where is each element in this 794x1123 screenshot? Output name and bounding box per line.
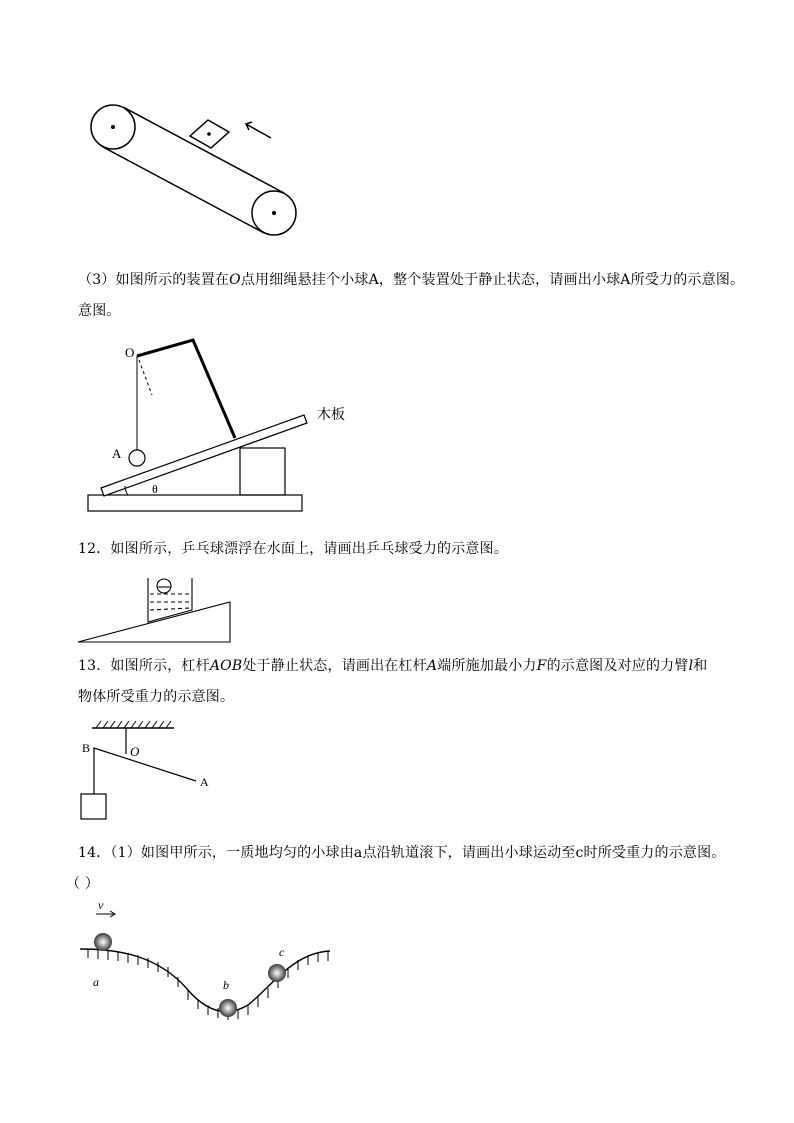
lower-pulley-axle — [272, 211, 276, 215]
q13-end-a: A — [426, 658, 438, 674]
q13-text-part2: 处于静止状态，请画出在杠杆 — [242, 658, 427, 674]
lever-bar — [94, 748, 196, 781]
ground-base — [88, 495, 302, 511]
label-theta: θ — [152, 482, 158, 496]
label-point-a: a — [93, 975, 99, 989]
ball-at-a — [94, 933, 112, 951]
belt-bottom — [103, 147, 264, 233]
ball-a — [129, 450, 145, 466]
label-o-pivot: O — [130, 744, 140, 759]
belt-top — [123, 107, 284, 193]
q13-force-f: F — [536, 658, 547, 674]
label-b: B — [82, 741, 91, 755]
support-block — [240, 448, 285, 495]
q11-3-text-line2: 意图。 — [78, 303, 121, 319]
q13-arm-l: l — [688, 658, 694, 674]
incline-wedge — [78, 602, 230, 642]
q11-3-point-o: O — [229, 272, 241, 288]
incline-board-figure — [85, 340, 355, 515]
q13-text-line2: 物体所受重力的示意图。 — [78, 689, 235, 705]
label-a-end: A — [200, 775, 209, 789]
motion-arrow — [246, 124, 271, 138]
dashed-reference-line — [139, 360, 152, 395]
q13-text-part3: 端所施加最小力 — [437, 658, 537, 674]
q14-answer-blank: （ ） — [66, 876, 100, 892]
q11-3-text-line1 — [78, 271, 744, 289]
q14-text-line1: 14．（1）如图甲所示，一质地均匀的小球由a点沿轨道滚下，请画出小球运动至c时所受重力的示意图。 — [78, 845, 726, 861]
label-v: v — [98, 898, 104, 912]
conveyor-belt-figure — [80, 95, 310, 245]
ball-at-b — [219, 999, 237, 1017]
q13-lever-name: AOB — [209, 658, 243, 674]
rigid-frame — [137, 340, 235, 438]
q13-text-part1: 13．如图所示，杠杆 — [78, 658, 210, 674]
water-line-3 — [150, 608, 190, 610]
label-o: O — [125, 345, 135, 360]
q13-text-line1 — [78, 657, 707, 675]
label-point-c: c — [279, 945, 285, 959]
label-board: 木板 — [317, 407, 345, 423]
label-point-b: b — [223, 978, 229, 992]
ball-at-c — [268, 964, 286, 982]
ping-pong-ball — [157, 579, 171, 593]
q11-3-text-part2: 点用细绳悬挂个小球A，整个装置处于静止状态，请画出小球A所受力的示意图。 — [240, 272, 745, 288]
block-center-dot — [207, 132, 211, 136]
beaker-incline-figure — [76, 574, 236, 646]
q13-text-part5: 和 — [693, 658, 708, 674]
track-hatching — [88, 949, 328, 1020]
upper-pulley-axle — [111, 125, 115, 129]
label-a: A — [112, 446, 122, 461]
q11-3-text-part1: （3）如图所示的装置在 — [78, 272, 230, 288]
track-figure — [78, 895, 338, 1045]
q12-text: 12．如图所示，乒乓球漂浮在水面上，请画出乒乓球受力的示意图。 — [78, 541, 509, 557]
q13-text-part4: 的示意图及对应的力臂 — [546, 658, 689, 674]
ceiling-hatching — [96, 721, 171, 728]
lever-figure — [78, 718, 223, 826]
hanging-weight — [81, 794, 106, 819]
